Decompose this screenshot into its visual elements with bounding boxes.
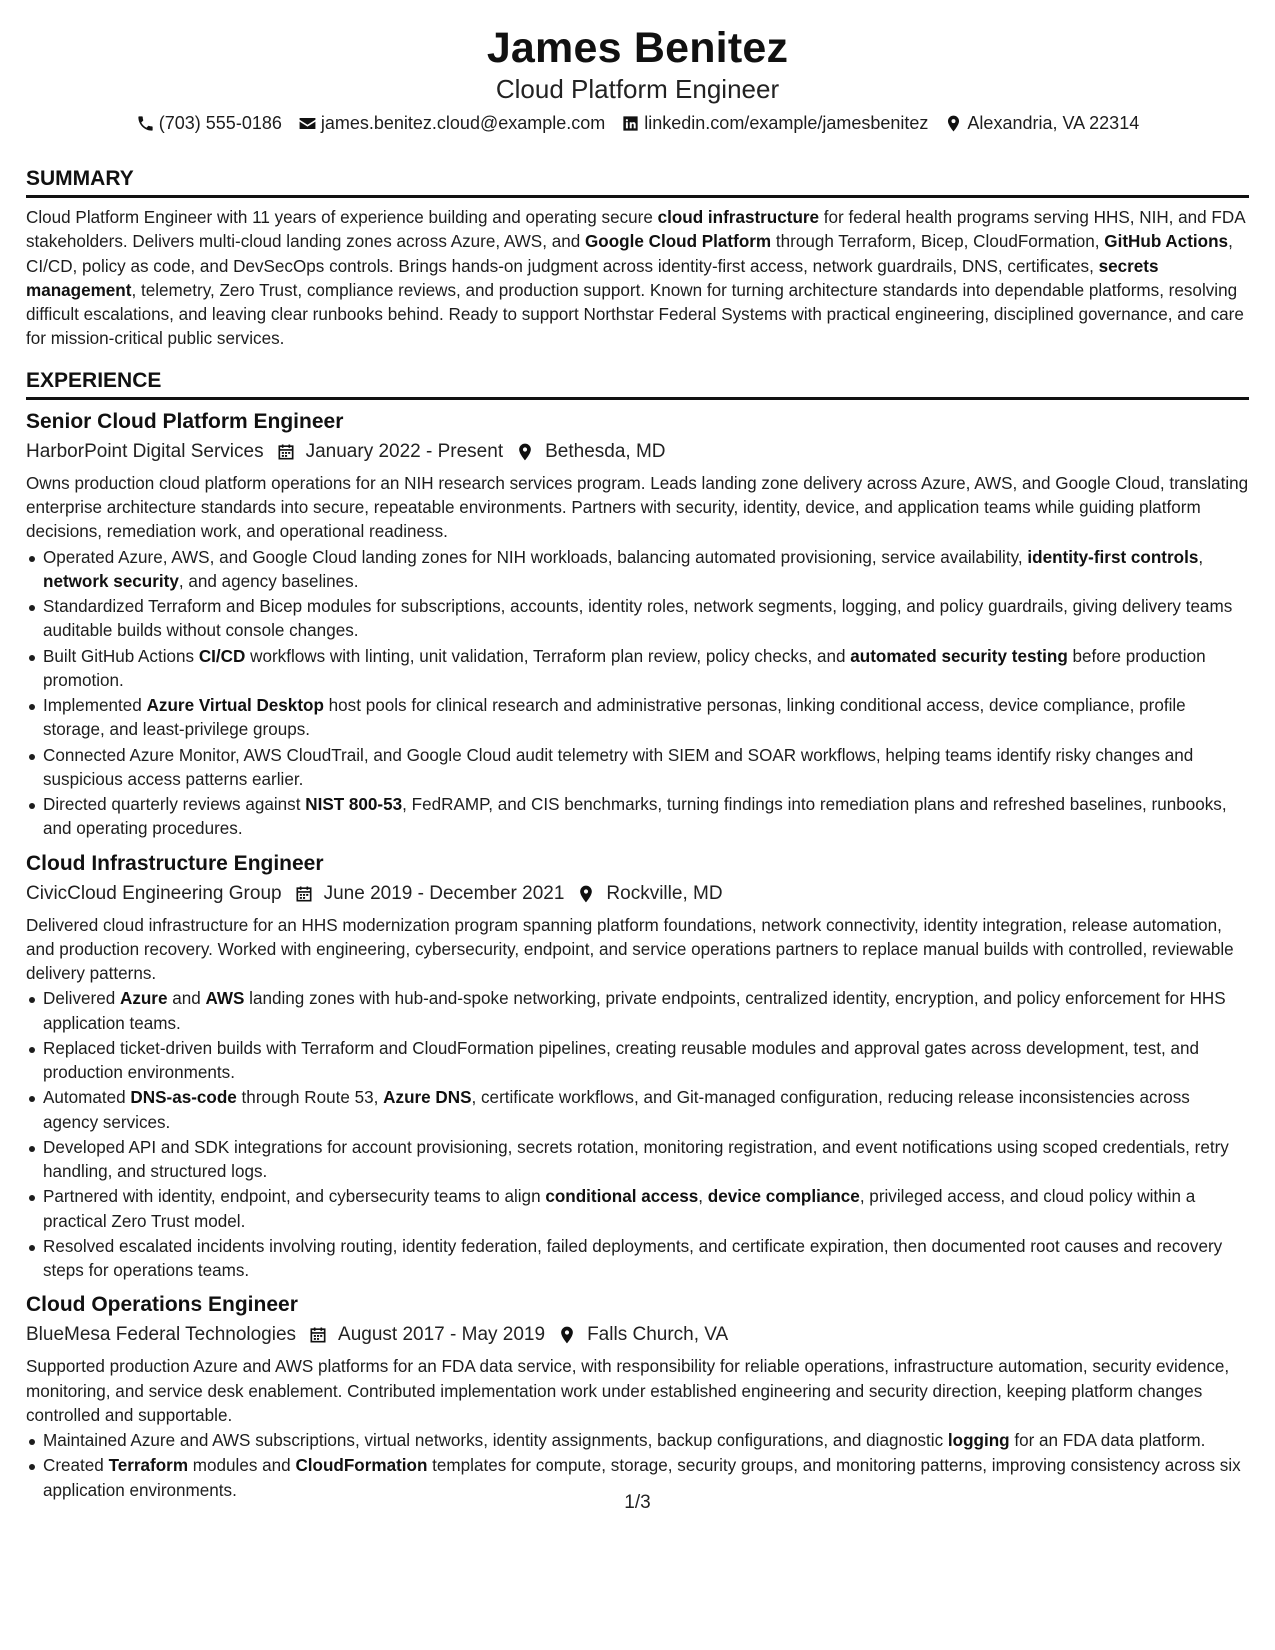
bold-keyword: GitHub Actions [1104, 232, 1229, 252]
text-run: Operated Azure, AWS, and Google Cloud landing zones for NIH workloads, balancing automated provisioning, service availability, [43, 547, 1028, 567]
job-dates: January 2022 - Present [305, 440, 504, 462]
job-title: Cloud Operations Engineer [26, 1293, 298, 1317]
job-company: CivicCloud Engineering Group [26, 882, 282, 904]
text-run: and [167, 989, 206, 1009]
job-location: Rockville, MD [606, 882, 723, 904]
bullet-item [43, 1235, 1249, 1284]
bullet-item [43, 694, 1249, 743]
text-run: Standardized Terraform and Bicep modules for subscriptions, accounts, identity roles, network segments, logging, and policy guardrails, giving delivery teams auditable builds without console changes. [43, 597, 1233, 641]
summary-heading: SUMMARY [26, 166, 1249, 198]
job-company: BlueMesa Federal Technologies [26, 1324, 297, 1346]
text-run: host pools for clinical research and administrative personas, linking conditional access, device compliance, profile storage, and least-privilege groups. [43, 696, 1186, 740]
candidate-role: Cloud Platform Engineer [495, 74, 780, 104]
text-run: Delivered [43, 989, 120, 1009]
bullet-item [43, 645, 1249, 694]
bullet-item [43, 546, 1249, 595]
job-entry [26, 1291, 1249, 1503]
job-location: Bethesda, MD [545, 440, 666, 462]
bullet-item [43, 1086, 1249, 1135]
job-bullets [26, 987, 1249, 1283]
bold-keyword: secrets management [26, 256, 1159, 300]
candidate-name: James Benitez [486, 24, 789, 72]
bold-keyword: NIST 800-53 [305, 794, 403, 814]
job-meta [26, 880, 1249, 908]
text-run: for federal health programs serving HHS, NIH, and FDA stakeholders. Delivers multi-cloud landing zones across Azure, AWS, and [26, 208, 1245, 252]
text-run: , FedRAMP, and CIS benchmarks, turning findings into remediation plans and refreshed baselines, runbooks, and operating procedures. [43, 794, 1227, 839]
job-meta [26, 438, 1249, 466]
contact-linkedin-text: linkedin.com/example/jamesbenitez [644, 113, 929, 133]
experience-heading: EXPERIENCE [26, 368, 1249, 400]
text-run: Automated [43, 1088, 131, 1108]
calendar-icon [294, 884, 314, 904]
text-run: Resolved escalated incidents involving routing, identity federation, failed deployments, and certificate expiration, then documented root causes and recovery steps for operations teams. [43, 1236, 1223, 1281]
text-run: Connected Azure Monitor, AWS CloudTrail, and Google Cloud audit telemetry with SIEM and SOAR workflows, helping teams identify risky changes and suspicious access patterns earlier. [43, 745, 1194, 789]
bold-keyword: AWS [205, 989, 245, 1009]
text-run: through Route 53, [236, 1088, 384, 1108]
bold-keyword: identity-first controls [1027, 547, 1199, 567]
text-run: , [698, 1187, 708, 1207]
text-run: workflows with linting, unit validation, Terraform plan review, policy checks, and [245, 646, 851, 666]
calendar-icon [276, 442, 296, 462]
experience-list [26, 408, 1249, 1503]
job-dates: June 2019 - December 2021 [323, 882, 565, 904]
job-entry [26, 408, 1249, 842]
text-run: , CI/CD, policy as code, and DevSecOps controls. Brings hands-on judgment across identity-first access, network guardrails, DNS, certificates, [26, 232, 1233, 276]
text-run: Developed API and SDK integrations for account provisioning, secrets rotation, monitoring registration, and event notifications using scoped credentials, retry handling, and structured logs. [43, 1137, 1229, 1182]
bullet-item [43, 595, 1249, 644]
bold-keyword: Azure Virtual Desktop [146, 696, 324, 716]
text-run: Directed quarterly reviews against [43, 794, 306, 814]
job-bullets [26, 546, 1249, 842]
phone-icon [136, 114, 155, 133]
page-number: 1/3 [624, 1492, 651, 1513]
text-run: landing zones with hub-and-spoke networking, private endpoints, centralized identity, encryption, and policy enforcement for HHS application teams. [43, 989, 1226, 1033]
text-run: Maintained Azure and AWS subscriptions, virtual networks, identity assignments, backup configurations, and diagnostic [43, 1431, 948, 1451]
map-pin-icon [576, 884, 596, 904]
job-meta [26, 1321, 1249, 1349]
job-description: Supported production Azure and AWS platforms for an FDA data service, with responsibility for reliable operations, infrastructure automation, security evidence, monitoring, and service desk enablement. Contributed implementation work under established engineering and security direction, keeping platform changes controlled and supportable. [26, 1357, 1230, 1425]
bold-keyword: CI/CD [198, 646, 246, 666]
text-run: Replaced ticket-driven builds with Terraform and CloudFormation pipelines, creating reusable modules and approval gates across development, test, and production environments. [43, 1038, 1200, 1083]
bold-keyword: cloud infrastructure [657, 208, 820, 227]
bullet-item [43, 744, 1249, 793]
text-run: , certificate workflows, and Git-managed configuration, reducing release inconsistencies across agency services. [43, 1088, 1190, 1132]
linkedin-icon [621, 114, 640, 133]
bold-keyword: network security [43, 571, 179, 591]
text-run: , privileged access, and cloud policy within a practical Zero Trust model. [43, 1187, 1196, 1231]
contact-phone[interactable] [136, 110, 282, 136]
bullet-item [43, 793, 1249, 842]
bold-keyword: logging [947, 1431, 1010, 1451]
map-pin-icon [515, 442, 535, 462]
envelope-icon [298, 114, 317, 133]
job-dates: August 2017 - May 2019 [338, 1324, 546, 1346]
map-pin-icon [557, 1325, 577, 1345]
job-title: Senior Cloud Platform Engineer [26, 409, 344, 433]
text-run: , and agency baselines. [178, 571, 359, 591]
contact-linkedin[interactable] [621, 110, 928, 136]
bold-keyword: DNS-as-code [130, 1088, 237, 1108]
map-pin-icon [944, 114, 963, 133]
text-run: through Terraform, Bicep, CloudFormation, [771, 232, 1105, 252]
text-run: modules and [188, 1456, 296, 1476]
bold-keyword: conditional access [545, 1187, 699, 1207]
job-title: Cloud Infrastructure Engineer [26, 851, 324, 875]
bold-keyword: Azure [119, 989, 168, 1009]
bullet-item [43, 1429, 1249, 1453]
bold-keyword: Azure DNS [383, 1088, 472, 1108]
text-run: before production promotion. [43, 646, 1206, 690]
text-run: Built GitHub Actions [43, 646, 199, 666]
bullet-item [43, 1037, 1249, 1086]
text-run: Implemented [43, 696, 147, 716]
bold-keyword: device compliance [707, 1187, 860, 1207]
job-description: Delivered cloud infrastructure for an HHS modernization program spanning platform foundations, network connectivity, identity integration, release automation, and production recovery. Worked with engineering, cybersecurity, endpoint, and service operations partners to replace manual builds with controlled, reviewable delivery patterns. [26, 915, 1234, 984]
bullet-item [43, 1136, 1249, 1185]
text-run: Partnered with identity, endpoint, and cybersecurity teams to align [43, 1187, 546, 1207]
bullet-item [43, 987, 1249, 1036]
text-run: for an FDA data platform. [1009, 1431, 1206, 1451]
job-entry [26, 850, 1249, 1284]
contact-location [944, 110, 1139, 136]
bold-keyword: Google Cloud Platform [584, 232, 772, 252]
contact-bar [26, 110, 1249, 136]
contact-email[interactable] [298, 110, 605, 136]
bold-keyword: automated security testing [850, 646, 1068, 666]
text-run: Created [43, 1456, 109, 1476]
bullet-item [43, 1185, 1249, 1234]
contact-email-text: james.benitez.cloud@example.com [320, 113, 606, 133]
bold-keyword: Terraform [108, 1456, 189, 1476]
calendar-icon [308, 1325, 328, 1345]
summary-text [26, 206, 1249, 352]
text-run: , [1198, 547, 1204, 567]
bold-keyword: CloudFormation [295, 1456, 428, 1476]
contact-phone-text: (703) 555-0186 [158, 113, 282, 133]
text-run: Cloud Platform Engineer with 11 years of experience building and operating secure [26, 208, 658, 227]
job-company: HarborPoint Digital Services [26, 440, 264, 462]
text-run: templates for compute, storage, security groups, and monitoring patterns, improving consistency across six application environments. [43, 1456, 1241, 1500]
contact-location-text: Alexandria, VA 22314 [967, 113, 1140, 133]
text-run: , telemetry, Zero Trust, compliance reviews, and production support. Known for turning architecture standards into dependable platforms, resolving difficult escalations, and leaving clear runbooks behind. Ready to support Northstar Federal Systems with practical engineering, disciplined governance, and care for mission-critical public services. [26, 280, 1244, 349]
job-description: Owns production cloud platform operations for an NIH research services program. Leads landing zone delivery across Azure, AWS, and Google Cloud, translating enterprise architecture standards into secure, repeatable environments. Partners with security, identity, device, and application teams while guiding platform decisions, remediation work, and operational readiness. [26, 473, 1249, 542]
job-location: Falls Church, VA [587, 1324, 729, 1346]
